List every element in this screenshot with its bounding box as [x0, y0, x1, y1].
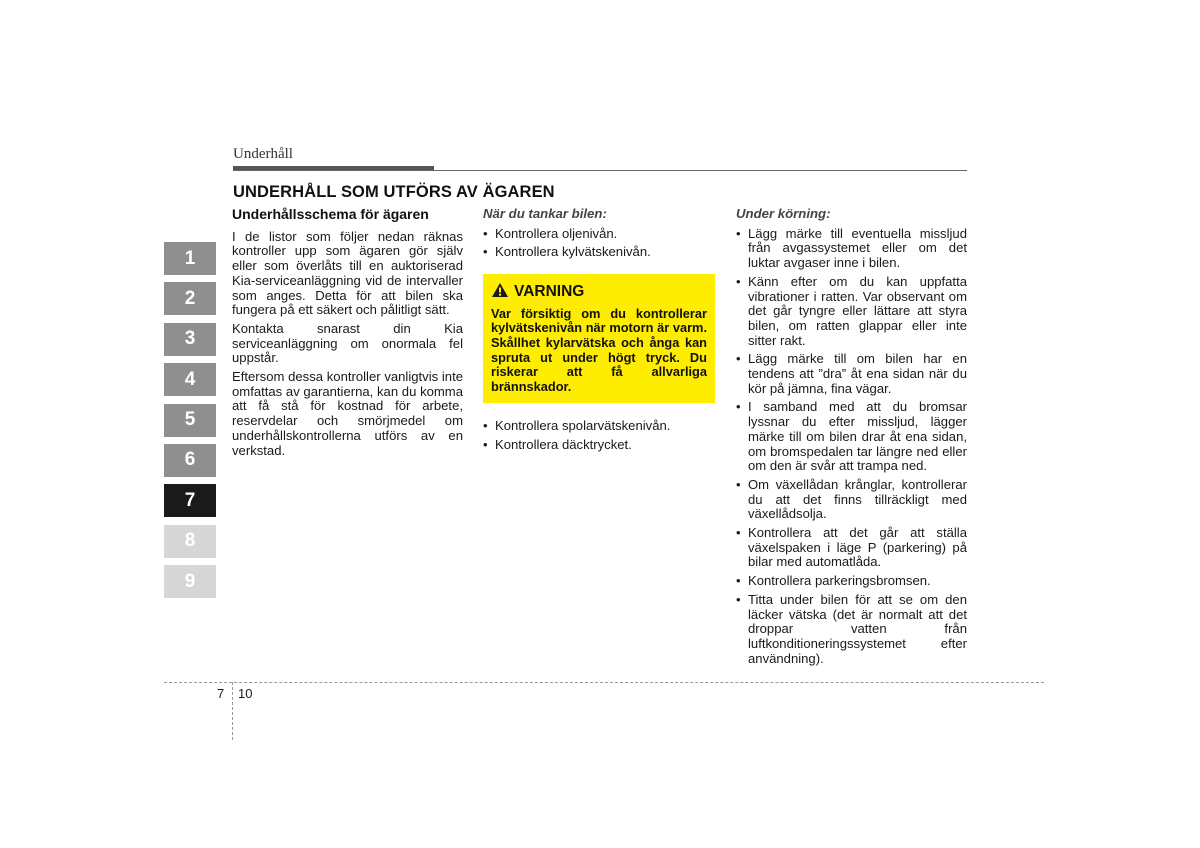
paragraph: Kontakta snarast din Kia serviceanläggning om onormala fel uppstår. [232, 320, 463, 366]
page-number: 10 [238, 686, 253, 701]
section-header: Underhåll [233, 146, 293, 162]
list-item: • Lägg märke till eventuella missljud från avgassystemet eller om det luktar avgaser inne i bilen. [736, 227, 967, 271]
footer-divider [232, 682, 233, 740]
column-heading: Under körning: [736, 206, 831, 221]
chapter-tab-4[interactable]: 4 [164, 363, 216, 396]
list-item: • Titta under bilen för att se om den läcker vätska (det är normalt att det droppar vatten från luftkonditioneringssystemet efter användning). [736, 593, 967, 667]
warning-label: VARNING [514, 282, 585, 300]
footer-rule [164, 682, 1044, 683]
chapter-tab-7[interactable]: 7 [164, 484, 216, 517]
checklist [736, 227, 967, 667]
chapter-tab-5[interactable]: 5 [164, 404, 216, 437]
chapter-tab-6[interactable]: 6 [164, 444, 216, 477]
list-item: • Kontrollera spolarvätskenivån. [483, 419, 715, 434]
list-item: • Kontrollera däcktrycket. [483, 438, 715, 453]
column-refuelling [483, 207, 715, 457]
paragraph: Eftersom dessa kontroller vanligtvis inte omfattas av garantierna, kan du komma att få stå för kostnad för arbete, reservdelar och smörjmedel om underhållskontrollerna utförs av en verkstad. [232, 369, 463, 458]
column-heading: När du tankar bilen: [483, 206, 607, 221]
list-item: • Känn efter om du kan uppfatta vibrationer i ratten. Var observant om det går tyngre eller lättare att styra bilen, om ratten glappar eller inte sitter rakt. [736, 275, 967, 349]
chapter-tab-1[interactable]: 1 [164, 242, 216, 275]
page-title: UNDERHÅLL SOM UTFÖRS AV ÄGAREN [233, 183, 555, 201]
header-rule [233, 170, 967, 171]
checklist [483, 419, 715, 452]
warning-text: Var försiktig om du kontrollerar kylvätskenivån när motorn är varm. Skållhet kylarvätska och ånga kan spruta ut under högt tryck. Du riskerar att få allvarliga brännskador. [491, 305, 707, 394]
chapter-tab-8[interactable]: 8 [164, 525, 216, 558]
list-item: • Kontrollera parkeringsbromsen. [736, 574, 967, 589]
column-heading: Underhållsschema för ägaren [232, 206, 429, 222]
paragraph: I de listor som följer nedan räknas kontroller upp som ägaren gör själv eller som överlåts till en auktoriserad Kia-serviceanläggning vid de intervaller som anges. Detta för att bilen ska fungera på ett säkert och pålitligt sätt. [232, 228, 463, 318]
list-item: • Kontrollera kylvätskenivån. [483, 245, 715, 260]
list-item: • Om växellådan krånglar, kontrollerar du att det finns tillräckligt med växellådsolja. [736, 478, 967, 522]
column-owner-schedule [232, 207, 463, 462]
column-driving [736, 207, 967, 670]
list-item: • Kontrollera att det går att ställa växelspaken i läge P (parkering) på bilar med automatlåda. [736, 526, 967, 570]
chapter-tab-9[interactable]: 9 [164, 565, 216, 598]
list-item: • Lägg märke till om bilen har en tendens att ”dra” åt ena sidan när du kör på jämna, fina vägar. [736, 352, 967, 396]
chapter-index [164, 242, 216, 606]
warning-box [483, 274, 715, 403]
list-item: • I samband med att du bromsar lyssnar du efter missljud, lägger märke till om bilen drar åt ena sidan, om bromspedalen tar längre ned eller om den är svår att trampa ned. [736, 400, 967, 474]
warning-triangle-icon [491, 282, 509, 302]
checklist [483, 227, 715, 260]
chapter-tab-2[interactable]: 2 [164, 282, 216, 315]
list-item: • Kontrollera oljenivån. [483, 227, 715, 242]
footer-chapter: 7 [217, 686, 225, 701]
warning-header [491, 282, 707, 302]
chapter-tab-3[interactable]: 3 [164, 323, 216, 356]
